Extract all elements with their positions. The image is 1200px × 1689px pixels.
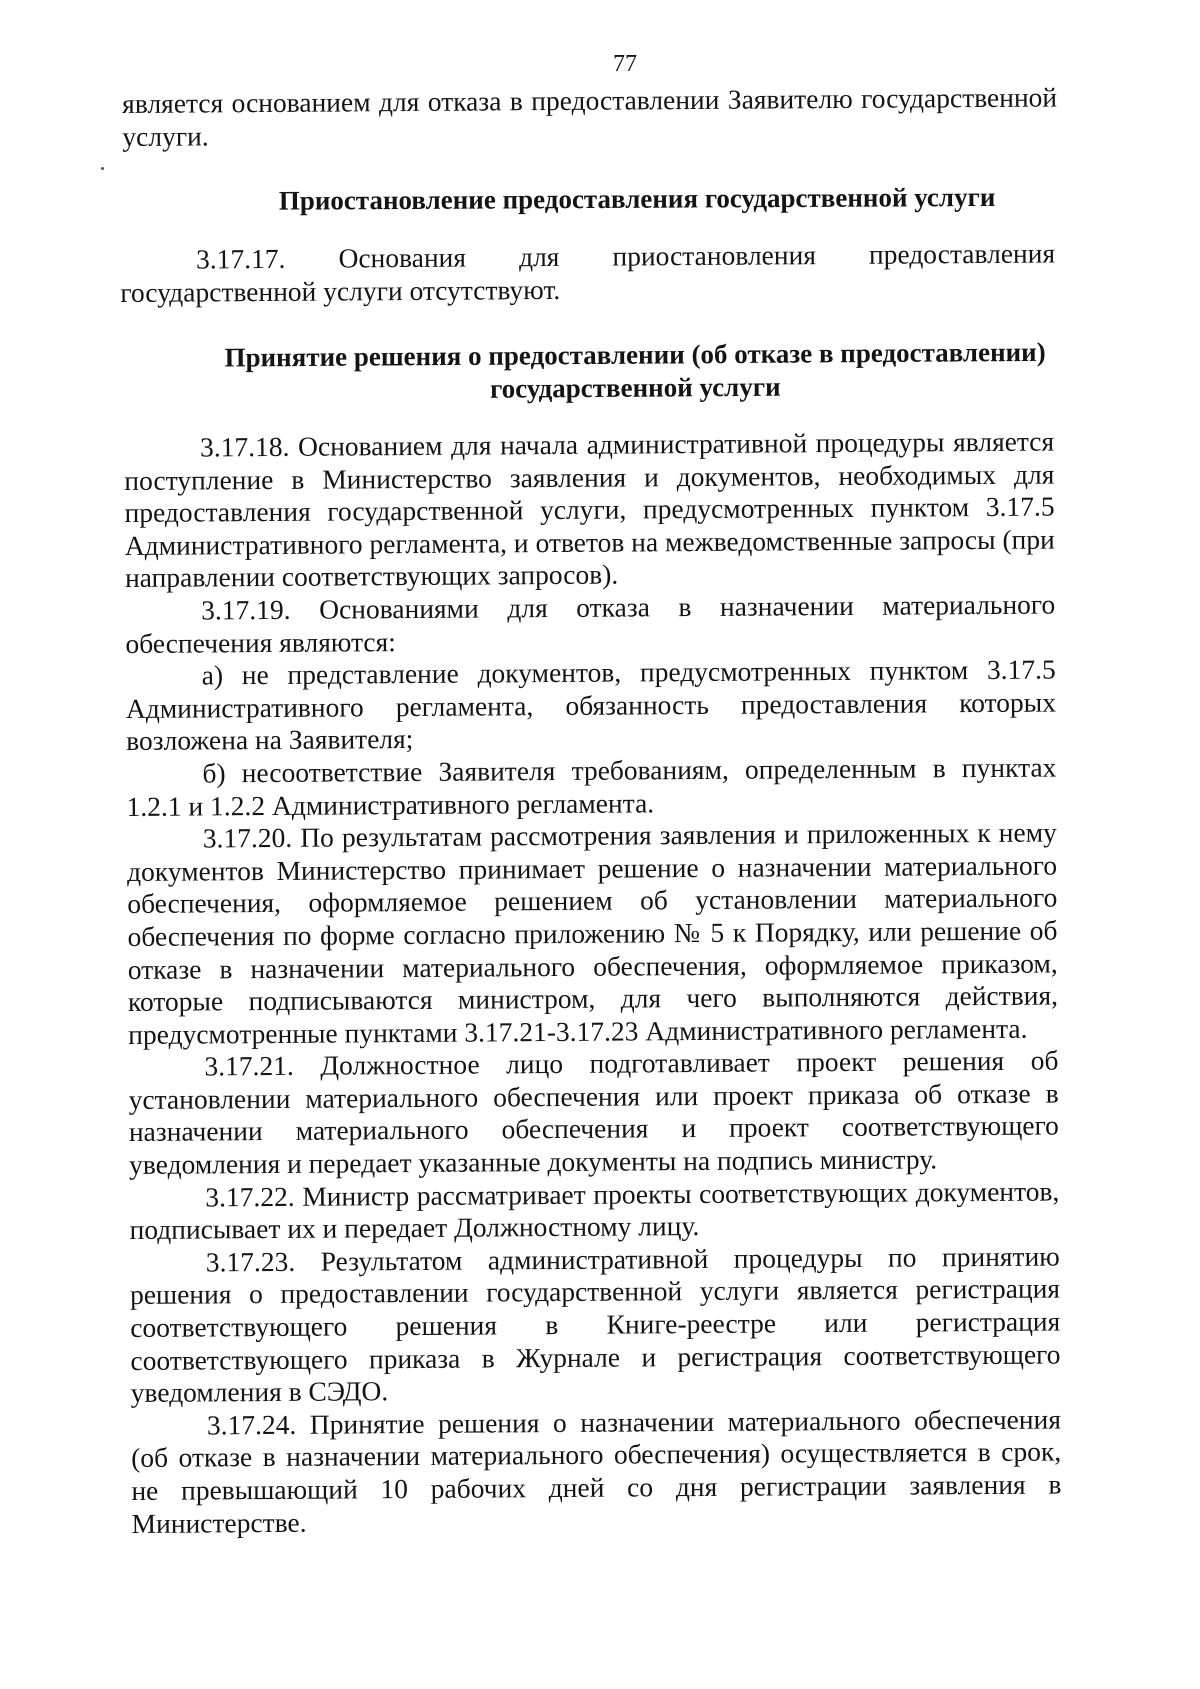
section-heading-suspension: Приостановление предоставления государственной услуги: [278, 181, 996, 216]
paragraph-3-17-23: 3.17.23. Результатом административной процедуры по принятию решения о предоставлении государственной услуги является регистрация соответствующего решения в Книге-реестре или регистрация соответствующего приказа в Журнале и регистрация соответствующего уведомления в СЭДО.: [129, 1240, 1061, 1409]
paragraph-3-17-18: 3.17.18. Основанием для начала административной процедуры является поступление в Министерство заявления и документов, необходимых для предоставления государственной услуги, предусмотренных пунктом 3.17.5 Административного регламента, и ответов на межведомственные запросы (при направлении соответствующих запросов).: [124, 425, 1055, 594]
paragraph-3-17-24: 3.17.24. Принятие решения о назначении материального обеспечения (об отказе в назначении материального обеспечения) осуществляется в срок, не превышающий 10 рабочих дней со дня регистрации заявления в Министерстве.: [131, 1403, 1062, 1539]
paragraph-3-17-19: 3.17.19. Основаниями для отказа в назначении материального обеспечения являются:: [125, 588, 1056, 659]
paragraph-3-17-22: 3.17.22. Министр рассматривает проекты соответствующих документов, подписывает их и передает Должностному лицу.: [129, 1175, 1060, 1246]
paragraph-3-17-17: 3.17.17. Основания для приостановления предоставления государственной услуги отсутствуют.: [120, 237, 1056, 308]
section-decision-body: [124, 426, 1062, 1541]
paragraph-item-a: а) не представление документов, предусмотренных пунктом 3.17.5 Административного регламента, обязанность предоставления которых возложена на Заявителя;: [125, 653, 1057, 757]
section-heading-decision-line1: Принятие решения о предоставлении (об отказе в предоставлении): [224, 336, 1046, 373]
scan-speck: [101, 167, 104, 170]
section-heading-decision: [160, 335, 1110, 408]
paragraph-3-17-21: 3.17.21. Должностное лицо подготавливает проект решения об установлении материального обеспечения или проект приказа об отказе в назначении материального обеспечения и проект соответствующего уведомления и передает указанные документы на подпись министру.: [128, 1044, 1059, 1181]
continuation-text: [122, 81, 1057, 153]
section-heading-decision-line2: государственной услуги: [489, 371, 781, 404]
continuation-paragraph: является основанием для отказа в предоставлении Заявителю государственной услуги.: [122, 81, 1058, 152]
paragraph-3-17-20: 3.17.20. По результатам рассмотрения заявления и приложенных к нему документов Министерство принимает решение о назначении материального обеспечения, оформляемое решением об установлении материального обеспечения по форме согласно приложению № 5 к Порядку, или решение об отказе в назначении материального обеспечения, оформляемое приказом, которые подписываются министром, для чего выполняются действия, предусмотренные пунктами 3.17.21-3.17.23 Административного регламента.: [126, 816, 1059, 1050]
page-number: 77: [613, 51, 637, 77]
section-suspension-body: [120, 237, 1055, 309]
paragraph-item-b: б) несоответствие Заявителя требованиям, определенным в пунктах 1.2.1 и 1.2.2 Административного регламента.: [126, 751, 1057, 822]
